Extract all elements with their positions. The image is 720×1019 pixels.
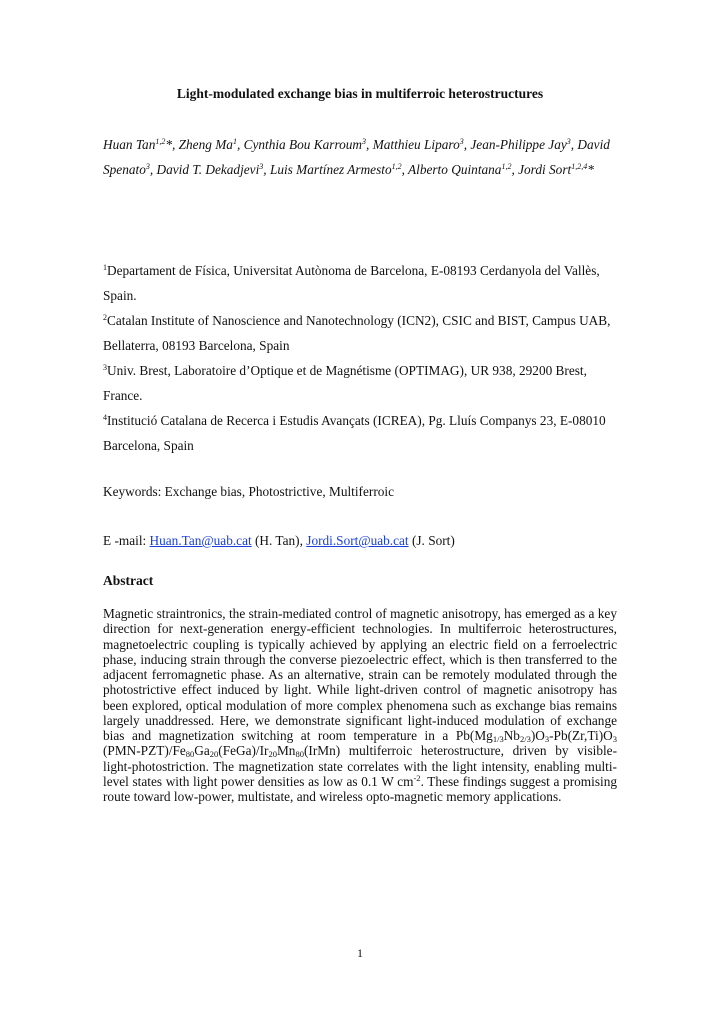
author-separator: * (587, 161, 594, 177)
affiliation-item (103, 258, 623, 308)
abstract-superscript: -2 (413, 772, 421, 783)
author-separator: , (263, 161, 270, 177)
email-prefix: E -mail: (103, 533, 150, 548)
affiliation-text: Univ. Brest, Laboratoire d’Optique et de Magnétisme (OPTIMAG), UR 938, 29200 Brest, France. (103, 363, 587, 403)
email-name-tan: (H. Tan), (251, 533, 307, 548)
abstract-subscript: 80 (295, 749, 304, 760)
author-affiliation-marker: 1,2 (391, 161, 402, 171)
abstract-run: )O (530, 728, 545, 743)
affiliation-item (103, 408, 623, 458)
affiliation-number: 3 (103, 363, 107, 372)
author-separator: , (511, 161, 519, 177)
abstract-run: . These findings suggest a promising route toward low-power, multistate, and wireless opto-magnetic memory applications. (103, 773, 618, 804)
author-name: David Spenato (103, 137, 610, 177)
author-list (103, 133, 623, 182)
abstract-heading: Abstract (103, 573, 154, 588)
email-link-sort[interactable]: Jordi.Sort@uab.cat (306, 533, 409, 548)
author-separator: , (463, 137, 471, 152)
paper-title: Light-modulated exchange bias in multiferroic heterostructures (176, 86, 544, 101)
author-affiliation-marker: 1,2 (501, 161, 512, 171)
affiliation-list (103, 258, 623, 458)
email-name-sort: (J. Sort) (408, 533, 455, 548)
affiliation-text: Catalan Institute of Nanoscience and Nanotechnology (ICN2), CSIC and BIST, Campus UAB, Bellaterra, 08193 Barcelona, Spain (103, 313, 611, 353)
author-affiliation-marker: 3 (259, 161, 264, 171)
author-separator: , (401, 161, 409, 177)
author-name: Huan Tan (103, 137, 156, 152)
author-name: Luis Martínez Armesto (269, 161, 392, 177)
abstract-subscript: 3 (544, 734, 550, 744)
author-name: David T. Dekadjevi (156, 161, 260, 177)
abstract-text (103, 606, 617, 804)
affiliation-item (103, 358, 623, 408)
abstract-run: Magnetic straintronics, the strain-mediated control of magnetic anisotropy, has emerged as a key direction for next-generation energy-efficient technologies. In multiferroic heterostructures, magnetoelectric coupling is typically achieved by applying an electric field on a ferroelectric phase, inducing strain through the converse piezoelectric effect, which is then transferred to the adjacent ferromagnetic phase. As an alternative, strain can be remotely modulated through the photostrictive effect induced by light. While light-driven control of magnetic anisotropy has been explored, optical modulation of more complex phenomena such as exchange bias remains largely unaddressed. Here, we demonstrate significant light-induced modulation of exchange bias and magnetization switching at room temperature in a Pb(Mg (103, 606, 617, 743)
abstract-run: (IrMn) multiferroic heterostructure, driven by visible-light-photostriction. The magnetization state correlates with the light intensity, enabling multi-level states with light power densities as low as 0.1 W cm (103, 743, 617, 789)
email-link-tan[interactable]: Huan.Tan@uab.cat (149, 533, 252, 548)
author-separator: , (570, 137, 578, 152)
keywords: Keywords: Exchange bias, Photostrictive, Multiferroic (103, 484, 394, 499)
page-number: 1 (357, 946, 363, 960)
author-name: Jordi Sort (518, 161, 572, 177)
affiliation-text: Institució Catalana de Recerca i Estudis Avançats (ICREA), Pg. Lluís Companys 23, E-08010 Barcelona, Spain (103, 413, 606, 453)
abstract-run: (PMN-PZT)/Fe (103, 743, 186, 759)
abstract-subscript: 3 (612, 734, 617, 744)
author-separator: , (366, 137, 373, 152)
abstract-run: -Pb(Zr,Ti)O (549, 728, 613, 743)
affiliation-text: Departament de Física, Universitat Autònoma de Barcelona, E-08193 Cerdanyola del Vallès, Spain. (103, 263, 600, 303)
abstract-subscript: 20 (209, 749, 219, 760)
affiliation-number: 4 (103, 413, 107, 422)
author-affiliation-marker: 1 (232, 137, 237, 146)
abstract-run: Mn (276, 743, 296, 759)
affiliation-number: 2 (103, 313, 107, 322)
author-name: Matthieu Liparo (372, 137, 460, 152)
abstract-subscript: 20 (268, 749, 277, 760)
abstract-subscript: 1/3 (492, 734, 504, 744)
author-name: Cynthia Bou Karroum (243, 137, 363, 152)
contact-email (103, 533, 455, 549)
author-separator: , (149, 161, 157, 177)
author-name: Zheng Ma (178, 137, 233, 152)
affiliation-item (103, 308, 623, 358)
abstract-subscript: 2/3 (519, 734, 531, 744)
abstract-run: (FeGa)/Ir (218, 743, 269, 759)
author-affiliation-marker: 3 (459, 137, 464, 146)
author-affiliation-marker: 3 (145, 161, 150, 171)
abstract-run: Nb (503, 728, 520, 743)
author-name: Jean-Philippe Jay (470, 137, 567, 152)
author-separator: *, (165, 137, 179, 152)
author-name: Alberto Quintana (408, 161, 502, 177)
abstract-run: Ga (194, 743, 210, 759)
author-affiliation-marker: 3 (362, 137, 367, 146)
affiliation-number: 1 (103, 263, 107, 272)
author-separator: , (236, 137, 244, 152)
author-affiliation-marker: 1,2,4 (571, 161, 588, 171)
author-affiliation-marker: 1,2 (155, 137, 166, 146)
abstract-subscript: 80 (185, 749, 195, 760)
author-affiliation-marker: 3 (566, 137, 571, 146)
